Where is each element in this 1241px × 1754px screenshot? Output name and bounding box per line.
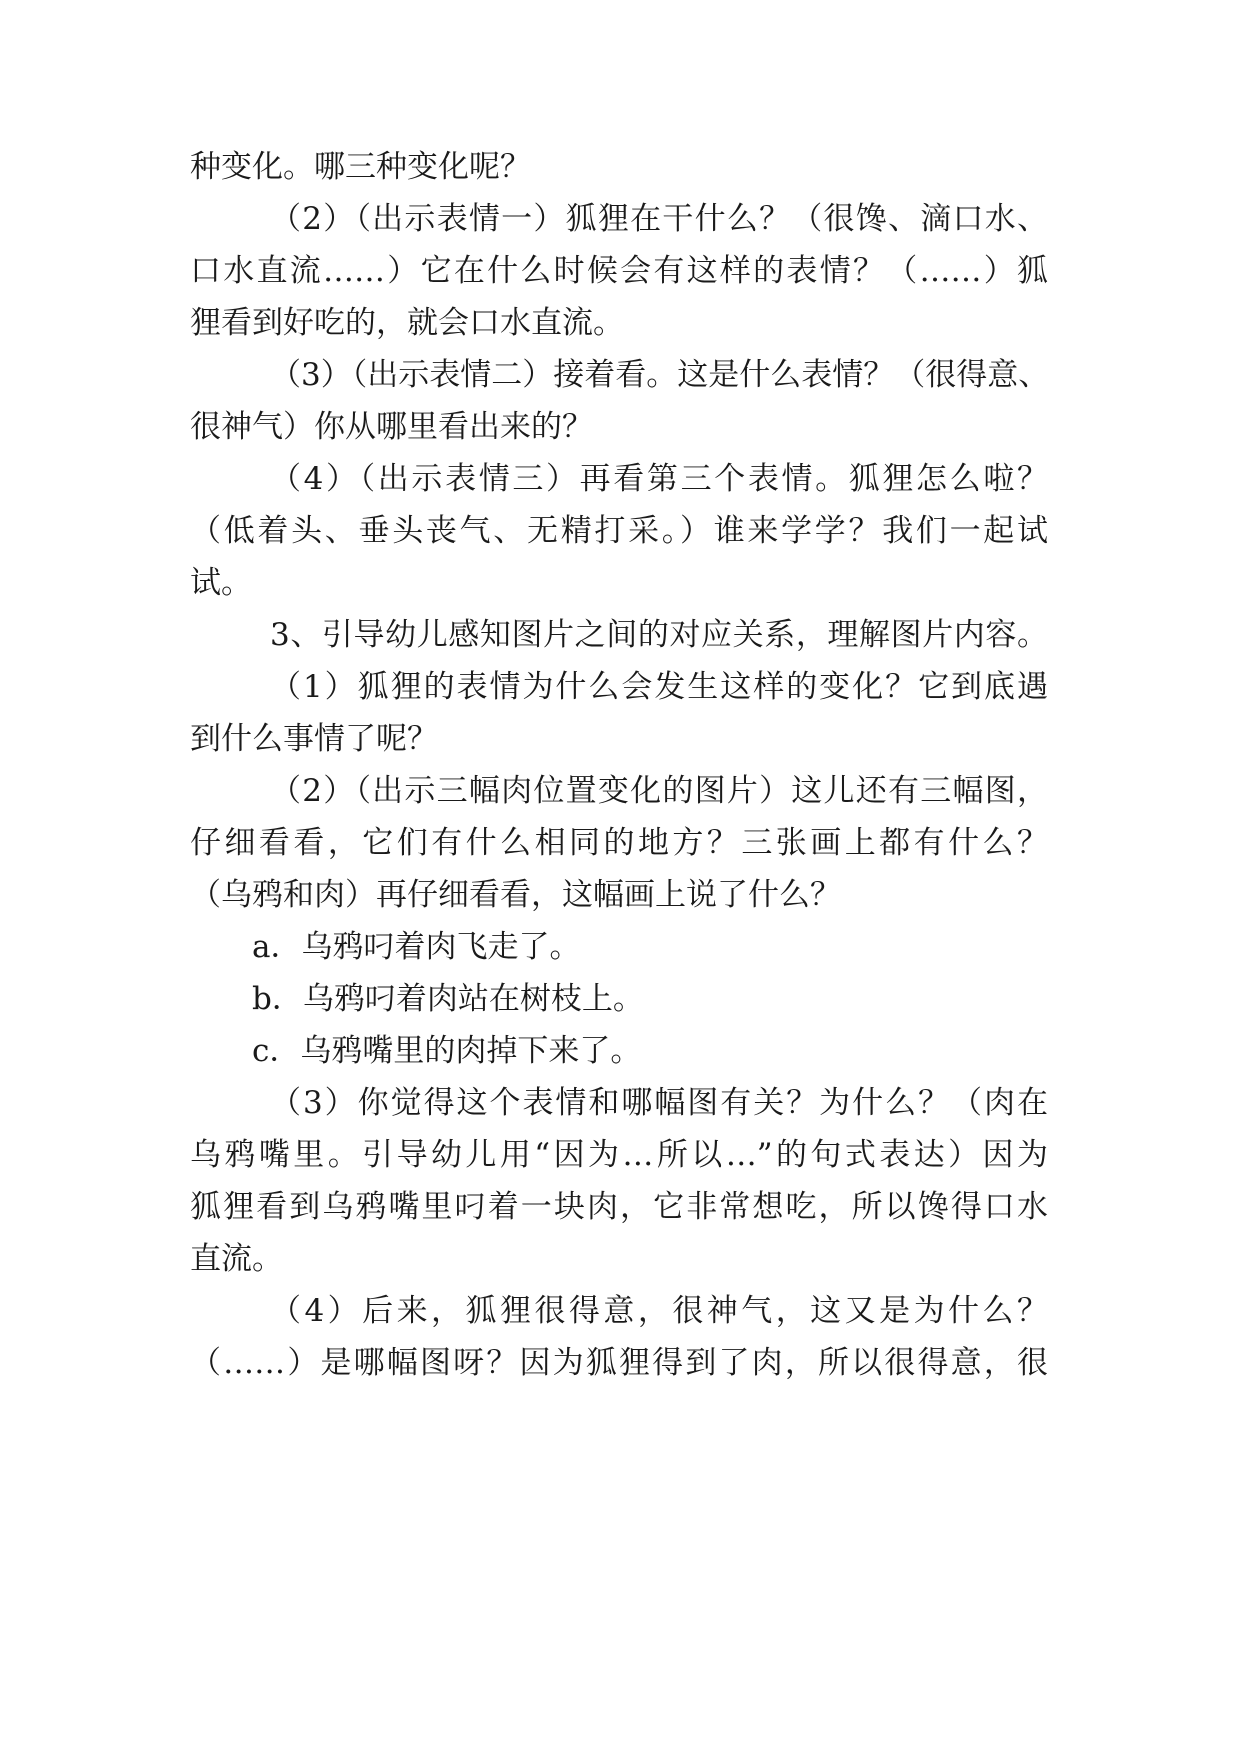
section-heading: 3、引导幼儿感知图片之间的对应关系，理解图片内容。 [270,617,1048,653]
text-line: 口水直流……）它在什么时候会有这样的表情？（……）狐 [190,253,1048,289]
text-line: （1）狐狸的表情为什么会发生这样的变化？它到底遇 [270,669,1048,705]
list-item: a．乌鸦叼着肉飞走了。 [252,929,581,965]
list-item: b．乌鸦叼着肉站在树枝上。 [252,981,644,1017]
text-line: 试。 [190,565,252,601]
text-line: （3）（出示表情二）接着看。这是什么表情？（很得意、 [270,357,1050,393]
text-line: （4）（出示表情三）再看第三个表情。狐狸怎么啦？ [270,461,1048,497]
text-line: （……）是哪幅图呀？因为狐狸得到了肉，所以很得意，很 [190,1345,1048,1381]
text-line: 直流。 [190,1241,283,1277]
text-line: （4）后来，狐狸很得意，很神气，这又是为什么？ [270,1293,1048,1329]
text-line: （乌鸦和肉）再仔细看看，这幅画上说了什么？ [190,877,841,913]
text-line: 狐狸看到乌鸦嘴里叼着一块肉，它非常想吃，所以馋得口水 [190,1189,1048,1225]
text-line: （2）（出示表情一）狐狸在干什么？（很馋、滴口水、 [270,201,1048,237]
text-line: （2）（出示三幅肉位置变化的图片）这儿还有三幅图， [270,773,1048,809]
list-item: c．乌鸦嘴里的肉掉下来了。 [252,1033,642,1069]
text-line: 乌鸦嘴里。引导幼儿用“因为…所以…”的句式表达）因为 [190,1137,1048,1173]
text-line: 仔细看看，它们有什么相同的地方？三张画上都有什么？ [190,825,1048,861]
text-line: 很神气）你从哪里看出来的？ [190,409,593,445]
text-line: （3）你觉得这个表情和哪幅图有关？为什么？（肉在 [270,1085,1048,1121]
text-line: 到什么事情了呢？ [190,721,438,757]
text-line: （低着头、垂头丧气、无精打采。）谁来学学？我们一起试 [190,513,1048,549]
text-line: 狸看到好吃的，就会口水直流。 [190,305,624,341]
text-line: 种变化。哪三种变化呢？ [190,149,531,185]
